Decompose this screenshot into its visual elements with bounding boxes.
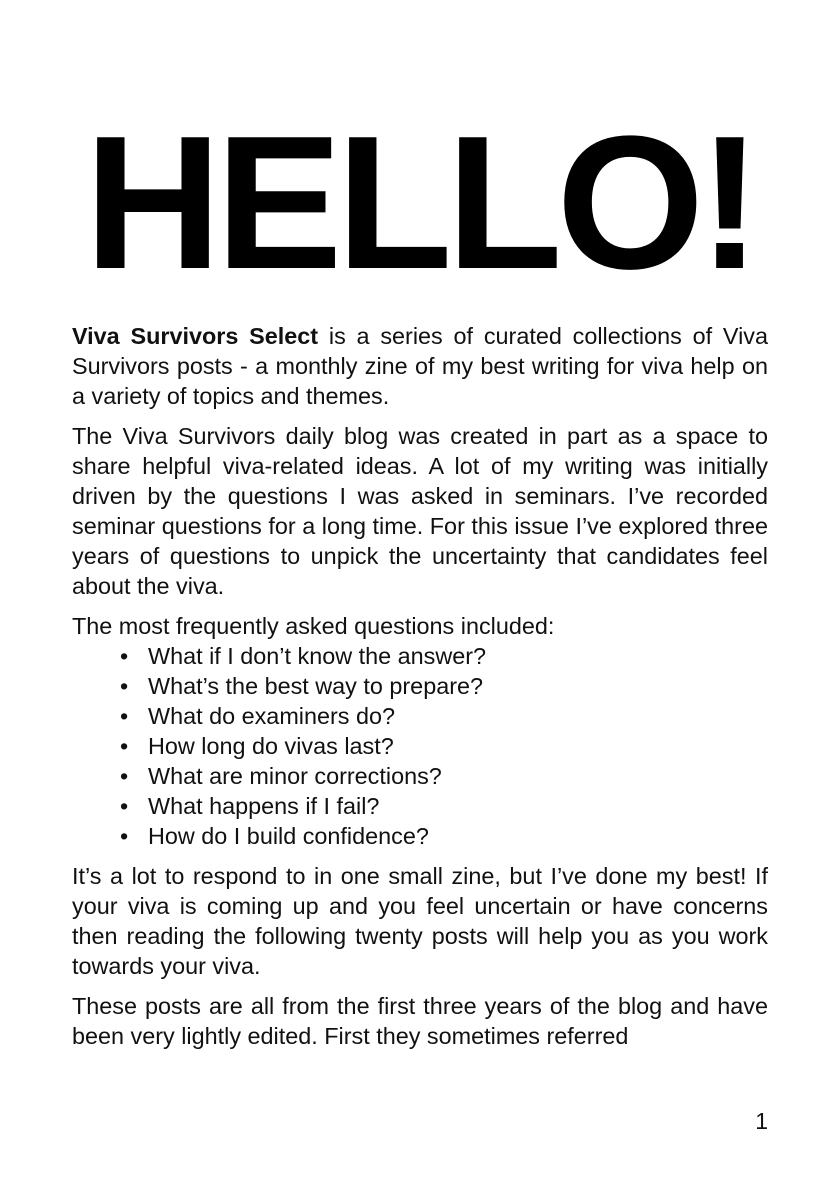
question-text: What do examiners do? <box>148 703 396 729</box>
list-item <box>120 791 768 821</box>
list-intro: The most frequently asked questions included: <box>72 613 555 639</box>
question-text: How do I build confidence? <box>148 823 429 849</box>
question-text: What happens if I fail? <box>148 793 380 819</box>
response-paragraph: It’s a lot to respond to in one small zine, but I’ve done my best! If your viva is coming up and you feel uncertain or have concerns then reading the following twenty posts will help you as you work towards your viva. <box>72 863 768 979</box>
series-name: Viva Survivors Select <box>72 323 319 349</box>
list-item <box>120 761 768 791</box>
blog-origin-paragraph: The Viva Survivors daily blog was created in part as a space to share helpful viva-related ideas. A lot of my writing was initially driven by the questions I was asked in seminars. I’ve recorded seminar questions for a long time. For this issue I’ve explored three years of questions to unpick the uncertainty that candidates feel about the viva. <box>72 423 768 599</box>
bullet-icon: • <box>120 733 129 759</box>
list-item <box>120 821 768 851</box>
editing-note-paragraph: These posts are all from the first three years of the blog and have been very lightly edited. First they sometimes referred <box>72 993 768 1049</box>
question-text: What if I don’t know the answer? <box>148 643 487 669</box>
question-text: How long do vivas last? <box>148 733 394 759</box>
list-item <box>120 641 768 671</box>
bullet-icon: • <box>120 643 129 669</box>
list-item <box>120 701 768 731</box>
bullet-icon: • <box>120 703 129 729</box>
bullet-icon: • <box>120 823 129 849</box>
question-text: What are minor corrections? <box>148 763 442 789</box>
page-number: 1 <box>755 1108 768 1134</box>
question-text: What’s the best way to prepare? <box>148 673 484 699</box>
bullet-icon: • <box>120 763 129 789</box>
page-heading: HELLO! <box>84 97 756 309</box>
list-item <box>120 671 768 701</box>
intro-text: is a series of curated collections of Viva Survivors posts - a monthly zine of my best writing for viva help on a variety of topics and themes. <box>72 323 768 409</box>
body-text <box>72 321 768 1061</box>
question-list <box>72 641 768 851</box>
list-item <box>120 731 768 761</box>
bullet-icon: • <box>120 793 129 819</box>
bullet-icon: • <box>120 673 129 699</box>
intro-paragraph <box>72 321 768 411</box>
